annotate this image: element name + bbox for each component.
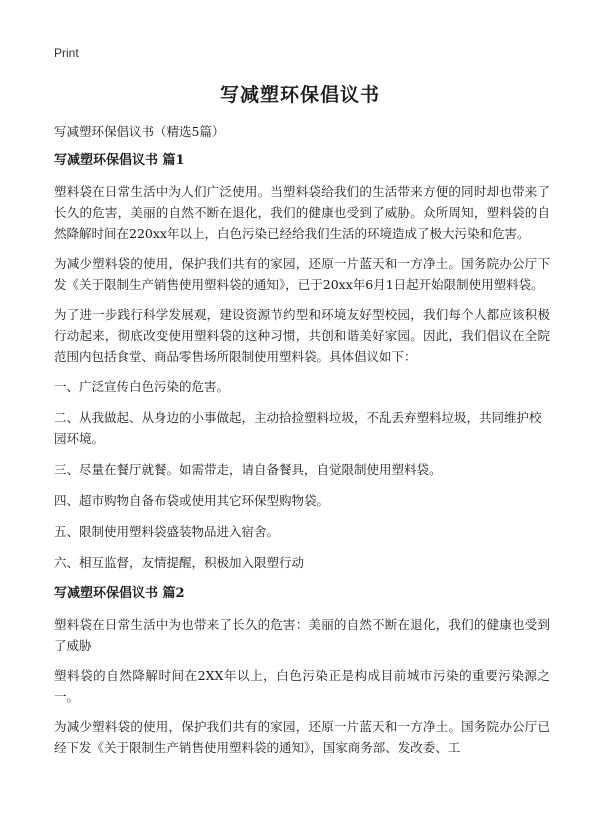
paragraph: 塑料袋在日常生活中为人们广泛使用。当塑料袋给我们的生活带来方便的同时却也带来了长久的危害，美丽的自然不断在退化，我们的健康也受到了威胁。众所周知，塑料袋的自然降解时间在220xx年以上，白色污染已经给我们生活的环境造成了极大污染和危害。 bbox=[54, 184, 550, 241]
proposal-item: 四、超市购物自备布袋或使用其它环保型购物袋。 bbox=[54, 493, 330, 508]
paragraph: 为减少塑料袋的使用，保护我们共有的家园，还原一片蓝天和一方净土。国务院办公厅已经下发《关于限制生产销售使用塑料袋的通知》，国家商务部、发改委、工 bbox=[54, 719, 550, 755]
print-link[interactable]: Print bbox=[54, 46, 79, 60]
document-subtitle: 写减塑环保倡议书（精选5篇） bbox=[54, 124, 225, 139]
proposal-item: 六、相互监督，友情提醒，积极加入限塑行动 bbox=[54, 555, 305, 570]
proposal-item: 二、从我做起、从身边的小事做起，主动拾捡塑料垃圾，不乱丢弃塑料垃圾，共同维护校园环境。 bbox=[54, 410, 542, 446]
section-heading-1: 写减塑环保倡议书 篇1 bbox=[54, 153, 185, 168]
proposal-item: 三、尽量在餐厅就餐。如需带走，请自备餐具，自觉限制使用塑料袋。 bbox=[54, 462, 442, 477]
paragraph: 塑料袋的自然降解时间在2XX年以上，白色污染正是构成目前城市污染的重要污染源之一。 bbox=[54, 668, 550, 704]
proposal-item: 一、广泛宣传白色污染的危害。 bbox=[54, 379, 230, 394]
paragraph: 为减少塑料袋的使用，保护我们共有的家园，还原一片蓝天和一方净土。国务院办公厅下发《关于限制生产销售使用塑料袋的通知》，已于20xx年6月1日起开始限制使用塑料袋。 bbox=[54, 256, 550, 292]
paragraph: 塑料袋在日常生活中为也带来了长久的危害：美丽的自然不断在退化，我们的健康也受到了威胁 bbox=[54, 617, 550, 653]
section-heading-2: 写减塑环保倡议书 篇2 bbox=[54, 586, 185, 601]
document-body bbox=[54, 121, 550, 767]
document-title: 写减塑环保倡议书 bbox=[219, 84, 380, 106]
paragraph: 为了进一步践行科学发展观，建设资源节约型和环境友好型校园，我们每个人都应该积极行动起来，彻底改变使用塑料袋的这种习惯，共创和谐美好家园。因此，我们倡议在全院范围内包括食堂、商品零售场所限制使用塑料袋。具体倡议如下： bbox=[54, 307, 550, 364]
proposal-item: 五、限制使用塑料袋盛装物品进入宿舍。 bbox=[54, 524, 280, 539]
